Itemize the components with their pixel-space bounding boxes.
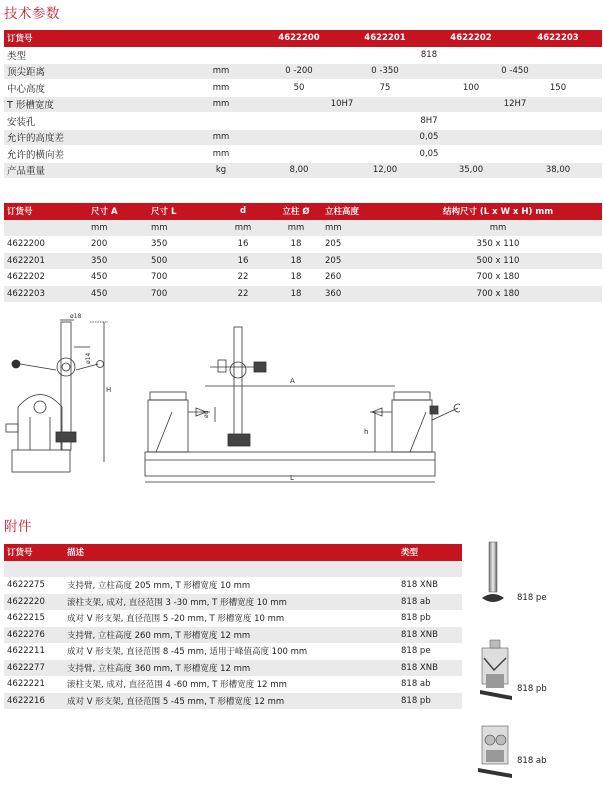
acc-spacer-cell	[64, 561, 398, 578]
spec-header-cell: 4622202	[428, 30, 514, 47]
dim-cell: 260	[322, 269, 394, 286]
acc-row	[4, 660, 462, 677]
spec-row-unit: kg	[186, 162, 256, 179]
acc-cell: 4622275	[4, 577, 64, 594]
dim-row	[4, 253, 602, 270]
dim-row	[4, 286, 602, 303]
dim-row	[4, 236, 602, 253]
dim-cell: 18	[270, 286, 322, 303]
spec-value-cell: 0,05	[256, 129, 602, 146]
specs-title: 技术参数	[4, 6, 60, 22]
dim-header-cell: 结构尺寸 (L x W x H) mm	[394, 203, 602, 220]
accessory-image-818-pb	[478, 638, 516, 700]
dim-cell: 18	[270, 269, 322, 286]
technical-drawing	[0, 312, 460, 492]
dim-label-d14: ø14	[85, 352, 92, 364]
acc-header-cell: 订货号	[4, 544, 64, 561]
dim-row	[4, 269, 602, 286]
left-base-block	[12, 450, 70, 472]
dim-label-d18: ø18	[70, 313, 82, 320]
spec-value-cell: 35,00	[428, 162, 514, 179]
spec-table	[4, 30, 602, 179]
left-column	[61, 322, 71, 450]
dim-header-cell: 立柱高度	[322, 203, 394, 220]
left-stand-body	[18, 395, 62, 451]
accessory-label-818-pb: 818 pb	[517, 684, 547, 694]
acc-cell: 818 pe	[398, 643, 462, 660]
acc-row	[4, 693, 462, 710]
spec-row	[4, 63, 602, 80]
accessories-title: 附件	[4, 519, 32, 535]
dim-cell: 16	[216, 236, 270, 253]
dim-label-L: L	[290, 474, 294, 482]
dim-cell: 4622200	[4, 236, 88, 253]
accessory-image-818-pe	[478, 540, 508, 610]
spec-header-row	[4, 30, 602, 47]
acc-row	[4, 577, 462, 594]
acc-header-cell: 描述	[64, 544, 398, 561]
dim-unit-cell: mm	[322, 220, 394, 237]
dim-cell: 205	[322, 236, 394, 253]
spec-value-cell: 10H7	[256, 96, 428, 113]
spec-value-cell: 8H7	[256, 113, 602, 130]
acc-cell: 4622276	[4, 627, 64, 644]
dim-cell: 22	[216, 269, 270, 286]
spec-value-cell: 0 -200	[256, 63, 342, 80]
acc-row	[4, 676, 462, 693]
dim-cell: 500 x 110	[394, 253, 602, 270]
spec-row-unit	[186, 113, 256, 130]
acc-cell: 成对 V 形支架, 直径范围 5 -45 mm, T 形槽宽度 12 mm	[64, 693, 398, 710]
acc-row	[4, 627, 462, 644]
dim-label-h: h	[364, 428, 369, 436]
acc-cell: 支持臂, 立柱高度 260 mm, T 形槽宽度 12 mm	[64, 627, 398, 644]
bench-bed	[145, 452, 435, 476]
dim-unit-cell: mm	[148, 220, 216, 237]
spec-row-unit: mm	[186, 80, 256, 97]
dim-cell: 360	[322, 286, 394, 303]
spec-value-cell: 50	[256, 80, 342, 97]
spec-value-cell: 0 -350	[342, 63, 428, 80]
spec-value-cell: 12H7	[428, 96, 602, 113]
accessories-table	[4, 544, 462, 709]
dim-cell: 18	[270, 253, 322, 270]
spec-row-label: 中心高度	[4, 80, 186, 97]
dim-cell: 700 x 180	[394, 286, 602, 303]
acc-cell: 支持臂, 立柱高度 205 mm, T 形槽宽度 10 mm	[64, 577, 398, 594]
left-tailstock	[148, 400, 188, 452]
spec-row	[4, 146, 602, 163]
dim-cell: 700	[148, 269, 216, 286]
acc-header-row	[4, 544, 462, 561]
dim-cell: 18	[270, 236, 322, 253]
dim-unit-cell: mm	[88, 220, 148, 237]
acc-header-cell: 类型	[398, 544, 462, 561]
acc-cell: 成对 V 形支架, 直径范围 5 -20 mm, T 形槽宽度 10 mm	[64, 610, 398, 627]
dim-header-cell: 尺寸 L	[148, 203, 216, 220]
acc-spacer-cell	[4, 561, 64, 578]
spec-row-label: 安装孔	[4, 113, 186, 130]
spec-row-label: 类型	[4, 47, 186, 64]
spec-header-cell: 订货号	[4, 30, 186, 47]
acc-cell: 818 ab	[398, 594, 462, 611]
spec-row	[4, 162, 602, 179]
dim-cell: 22	[216, 286, 270, 303]
spec-value-cell: 75	[342, 80, 428, 97]
dim-cell: 350	[88, 253, 148, 270]
acc-cell: 818 ab	[398, 676, 462, 693]
dim-cell: 450	[88, 269, 148, 286]
dim-header-row	[4, 203, 602, 220]
accessory-label-818-pe: 818 pe	[517, 593, 547, 603]
accessory-label-818-ab: 818 ab	[517, 756, 547, 766]
dim-table	[4, 203, 602, 302]
spec-value-cell: 0,05	[256, 146, 602, 163]
dim-cell: 4622203	[4, 286, 88, 303]
acc-row	[4, 610, 462, 627]
acc-cell: 4622211	[4, 643, 64, 660]
dim-unit-cell: mm	[394, 220, 602, 237]
acc-cell: 818 XNB	[398, 577, 462, 594]
dim-header-cell: d	[216, 203, 270, 220]
acc-row	[4, 643, 462, 660]
acc-cell: 滚柱支架, 成对, 直径范围 4 -60 mm, T 形槽宽度 12 mm	[64, 676, 398, 693]
spec-value-cell: 818	[256, 47, 602, 64]
acc-spacer-cell	[398, 561, 462, 578]
spec-header-cell: 4622200	[256, 30, 342, 47]
spec-row-unit: mm	[186, 96, 256, 113]
dim-cell: 200	[88, 236, 148, 253]
dim-label-A: A	[290, 377, 295, 385]
dim-unit-row	[4, 220, 602, 237]
acc-row	[4, 594, 462, 611]
dim-cell: 4622201	[4, 253, 88, 270]
spec-value-cell: 100	[428, 80, 514, 97]
dim-header-cell: 订货号	[4, 203, 88, 220]
spec-value-cell: 12,00	[342, 162, 428, 179]
dim-cell: 350 x 110	[394, 236, 602, 253]
dim-header-cell: 立柱 Ø	[270, 203, 322, 220]
dim-cell: 500	[148, 253, 216, 270]
acc-cell: 滚柱支架, 成对, 直径范围 3 -30 mm, T 形槽宽度 10 mm	[64, 594, 398, 611]
acc-cell: 成对 V 形支架, 直径范围 8 -45 mm, 适用于峰值高度 100 mm	[64, 643, 398, 660]
dim-unit-cell: mm	[270, 220, 322, 237]
acc-cell: 818 pb	[398, 693, 462, 710]
spec-value-cell: 150	[514, 80, 602, 97]
spec-value-cell: 0 -450	[428, 63, 602, 80]
dim-label-d: ød	[203, 410, 210, 418]
accessory-image-818-ab	[476, 718, 516, 778]
spec-row-unit: mm	[186, 129, 256, 146]
spec-row-unit: mm	[186, 63, 256, 80]
acc-cell: 4622215	[4, 610, 64, 627]
spec-row-unit	[186, 47, 256, 64]
right-column	[234, 327, 242, 437]
spec-header-cell: 4622201	[342, 30, 428, 47]
spec-value-cell: 38,00	[514, 162, 602, 179]
spec-row-label: 顶尖距离	[4, 63, 186, 80]
dim-cell: 16	[216, 253, 270, 270]
acc-cell: 支持臂, 立柱高度 360 mm, T 形槽宽度 12 mm	[64, 660, 398, 677]
acc-cell: 818 XNB	[398, 660, 462, 677]
acc-spacer-row	[4, 561, 462, 578]
spec-value-cell: 8,00	[256, 162, 342, 179]
acc-cell: 818 XNB	[398, 627, 462, 644]
dim-cell: 700	[148, 286, 216, 303]
spec-header-cell	[186, 30, 256, 47]
spec-row	[4, 80, 602, 97]
dim-unit-cell	[4, 220, 88, 237]
dim-header-cell: 尺寸 A	[88, 203, 148, 220]
spec-row-unit: mm	[186, 146, 256, 163]
spec-row-label: 产品重量	[4, 162, 186, 179]
spec-row-label: T 形槽宽度	[4, 96, 186, 113]
right-tailstock	[392, 400, 432, 452]
spec-row-label: 允许的高度差	[4, 129, 186, 146]
dim-cell: 350	[148, 236, 216, 253]
spec-row	[4, 96, 602, 113]
spec-row	[4, 113, 602, 130]
dim-cell: 700 x 180	[394, 269, 602, 286]
dim-label-H: H	[106, 386, 112, 394]
acc-cell: 4622221	[4, 676, 64, 693]
acc-cell: 4622277	[4, 660, 64, 677]
dim-unit-cell: mm	[216, 220, 270, 237]
acc-cell: 4622216	[4, 693, 64, 710]
spec-row-label: 允许的横向差	[4, 146, 186, 163]
dim-cell: 205	[322, 253, 394, 270]
spec-row	[4, 129, 602, 146]
spec-row	[4, 47, 602, 64]
dim-cell: 4622202	[4, 269, 88, 286]
acc-cell: 818 pb	[398, 610, 462, 627]
spec-header-cell: 4622203	[514, 30, 602, 47]
dim-cell: 450	[88, 286, 148, 303]
acc-cell: 4622220	[4, 594, 64, 611]
